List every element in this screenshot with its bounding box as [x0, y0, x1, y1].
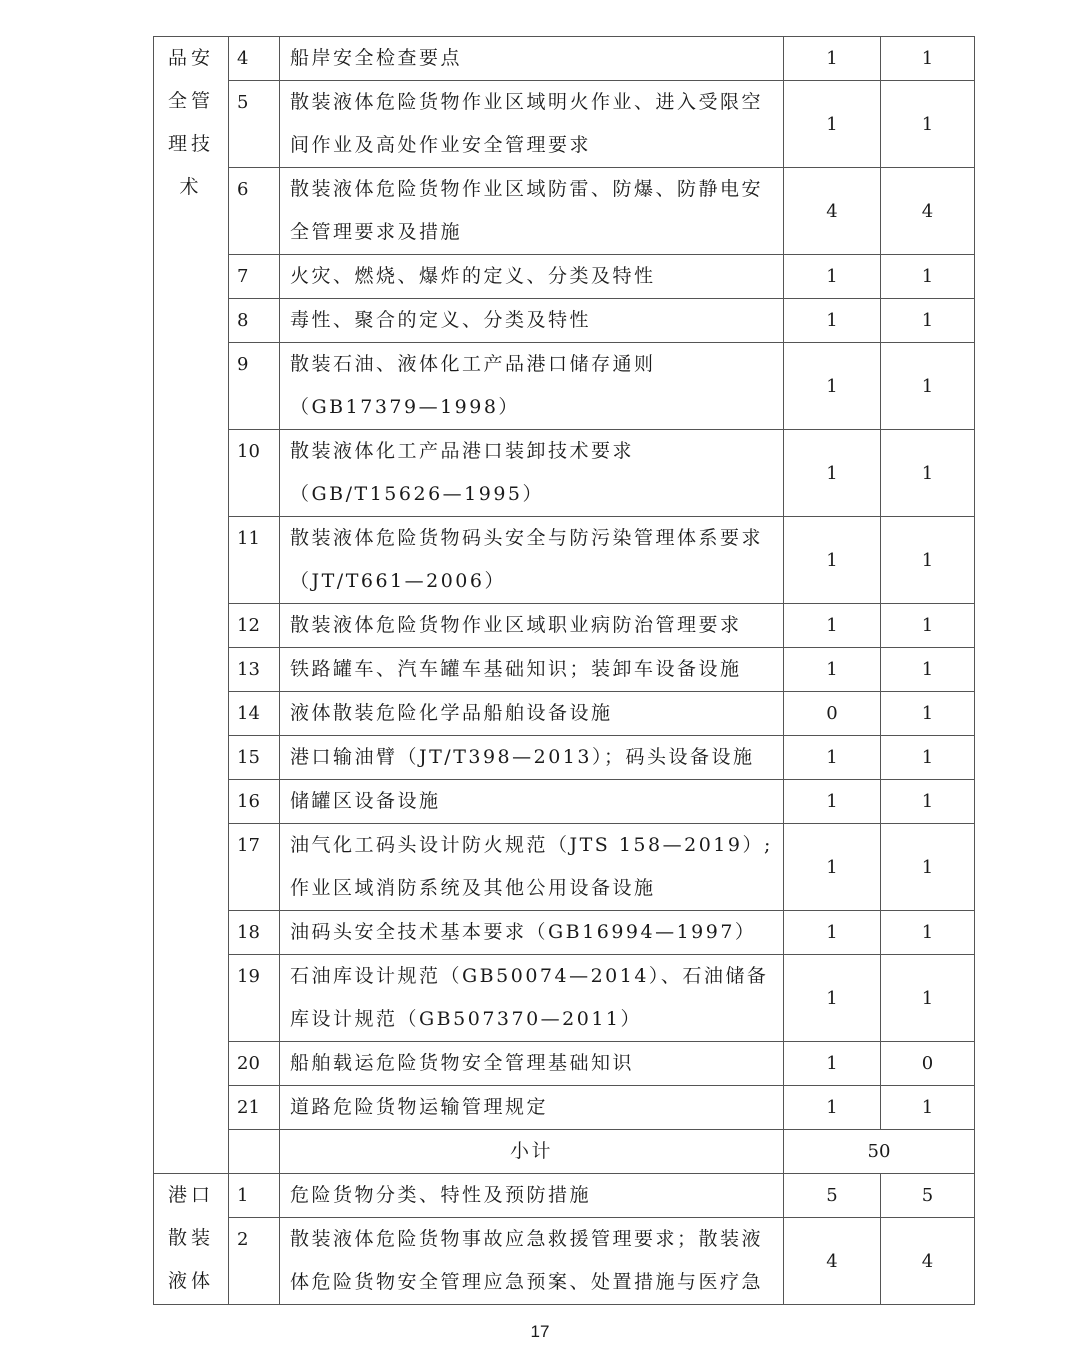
row-value-a: 1	[784, 911, 881, 955]
row-number: 20	[229, 1042, 280, 1086]
syllabus-table	[153, 36, 975, 1305]
row-content: 油气化工码头设计防火规范（JTS 158—2019）;作业区域消防系统及其他公用设备设施	[280, 824, 784, 911]
category-line: 液体	[167, 1270, 214, 1292]
table-row	[154, 299, 975, 343]
row-value-b: 1	[881, 37, 975, 81]
row-number: 2	[229, 1218, 280, 1305]
row-content: 散装液体危险货物事故应急救援管理要求；散装液体危险货物安全管理应急预案、处置措施与医疗急	[280, 1218, 784, 1305]
row-value-b: 1	[881, 430, 975, 517]
row-value-b: 4	[881, 1218, 975, 1305]
row-content: 火灾、燃烧、爆炸的定义、分类及特性	[280, 255, 784, 299]
row-number: 12	[229, 604, 280, 648]
row-number: 17	[229, 824, 280, 911]
row-value-b: 1	[881, 81, 975, 168]
row-number: 7	[229, 255, 280, 299]
row-number: 4	[229, 37, 280, 81]
category-line: 港口	[167, 1184, 214, 1206]
row-value-b: 1	[881, 517, 975, 604]
row-number: 21	[229, 1086, 280, 1130]
row-value-a: 1	[784, 648, 881, 692]
row-number: 8	[229, 299, 280, 343]
row-value-a: 1	[784, 736, 881, 780]
row-value-a: 1	[784, 255, 881, 299]
row-content: 散装液体化工产品港口装卸技术要求（GB/T15626—1995）	[280, 430, 784, 517]
table-row	[154, 648, 975, 692]
row-value-a: 4	[784, 168, 881, 255]
row-value-a: 1	[784, 780, 881, 824]
table-row	[154, 692, 975, 736]
row-value-b: 1	[881, 824, 975, 911]
row-number: 18	[229, 911, 280, 955]
row-number: 11	[229, 517, 280, 604]
table-row	[154, 343, 975, 430]
row-content: 储罐区设备设施	[280, 780, 784, 824]
row-content: 铁路罐车、汽车罐车基础知识；装卸车设备设施	[280, 648, 784, 692]
category-cell	[154, 37, 229, 1174]
table-row	[154, 911, 975, 955]
row-value-b: 0	[881, 1042, 975, 1086]
category-line: 散装	[167, 1227, 214, 1249]
table-row	[154, 168, 975, 255]
row-content: 油码头安全技术基本要求（GB16994—1997）	[280, 911, 784, 955]
row-value-a: 4	[784, 1218, 881, 1305]
category-line: 术	[179, 176, 203, 198]
page-number: 17	[530, 1322, 550, 1341]
row-value-a: 1	[784, 430, 881, 517]
row-value-b: 1	[881, 780, 975, 824]
table-row	[154, 955, 975, 1042]
table-row	[154, 37, 975, 81]
row-value-b: 1	[881, 911, 975, 955]
subtotal-value: 50	[784, 1130, 975, 1174]
row-value-a: 1	[784, 604, 881, 648]
row-value-b: 1	[881, 343, 975, 430]
category-line: 品安	[167, 47, 214, 69]
row-content: 道路危险货物运输管理规定	[280, 1086, 784, 1130]
table-row	[154, 1174, 975, 1218]
row-value-a: 1	[784, 1042, 881, 1086]
row-content: 散装液体危险货物作业区域明火作业、进入受限空间作业及高处作业安全管理要求	[280, 81, 784, 168]
row-value-b: 1	[881, 299, 975, 343]
row-value-b: 1	[881, 955, 975, 1042]
row-value-b: 1	[881, 648, 975, 692]
table-row	[154, 430, 975, 517]
table-row	[154, 81, 975, 168]
row-value-a: 1	[784, 824, 881, 911]
row-content: 危险货物分类、特性及预防措施	[280, 1174, 784, 1218]
row-content: 散装液体危险货物码头安全与防污染管理体系要求（JT/T661—2006）	[280, 517, 784, 604]
table-row	[154, 1042, 975, 1086]
row-number: 13	[229, 648, 280, 692]
row-content: 港口输油臂（JT/T398—2013）；码头设备设施	[280, 736, 784, 780]
category-line: 全管	[167, 90, 214, 112]
row-number: 1	[229, 1174, 280, 1218]
row-content: 散装液体危险货物作业区域防雷、防爆、防静电安全管理要求及措施	[280, 168, 784, 255]
subtotal-blank	[229, 1130, 280, 1174]
row-value-b: 1	[881, 604, 975, 648]
subtotal-row	[154, 1130, 975, 1174]
category-cell	[154, 1174, 229, 1305]
row-content: 散装石油、液体化工产品港口储存通则（GB17379—1998）	[280, 343, 784, 430]
row-value-a: 1	[784, 1086, 881, 1130]
table-row	[154, 736, 975, 780]
subtotal-label: 小计	[280, 1130, 784, 1174]
row-value-b: 1	[881, 1086, 975, 1130]
row-number: 19	[229, 955, 280, 1042]
row-value-b: 5	[881, 1174, 975, 1218]
row-value-b: 1	[881, 692, 975, 736]
table-row	[154, 255, 975, 299]
row-number: 14	[229, 692, 280, 736]
table-row	[154, 517, 975, 604]
table-row	[154, 780, 975, 824]
table-row	[154, 1086, 975, 1130]
row-value-b: 1	[881, 736, 975, 780]
row-value-a: 1	[784, 343, 881, 430]
row-value-a: 0	[784, 692, 881, 736]
row-value-a: 5	[784, 1174, 881, 1218]
row-number: 6	[229, 168, 280, 255]
category-line: 理技	[167, 133, 214, 155]
table-row	[154, 604, 975, 648]
row-content: 石油库设计规范（GB50074—2014）、石油储备库设计规范（GB507370—2011）	[280, 955, 784, 1042]
row-value-a: 1	[784, 299, 881, 343]
row-content: 船岸安全检查要点	[280, 37, 784, 81]
row-value-a: 1	[784, 81, 881, 168]
row-content: 船舶载运危险货物安全管理基础知识	[280, 1042, 784, 1086]
table-row	[154, 824, 975, 911]
row-content: 散装液体危险货物作业区域职业病防治管理要求	[280, 604, 784, 648]
row-value-a: 1	[784, 955, 881, 1042]
row-content: 液体散装危险化学品船舶设备设施	[280, 692, 784, 736]
row-value-a: 1	[784, 37, 881, 81]
row-number: 10	[229, 430, 280, 517]
row-value-b: 1	[881, 255, 975, 299]
row-value-a: 1	[784, 517, 881, 604]
row-number: 16	[229, 780, 280, 824]
row-number: 9	[229, 343, 280, 430]
row-value-b: 4	[881, 168, 975, 255]
table-row	[154, 1218, 975, 1305]
row-content: 毒性、聚合的定义、分类及特性	[280, 299, 784, 343]
row-number: 15	[229, 736, 280, 780]
row-number: 5	[229, 81, 280, 168]
